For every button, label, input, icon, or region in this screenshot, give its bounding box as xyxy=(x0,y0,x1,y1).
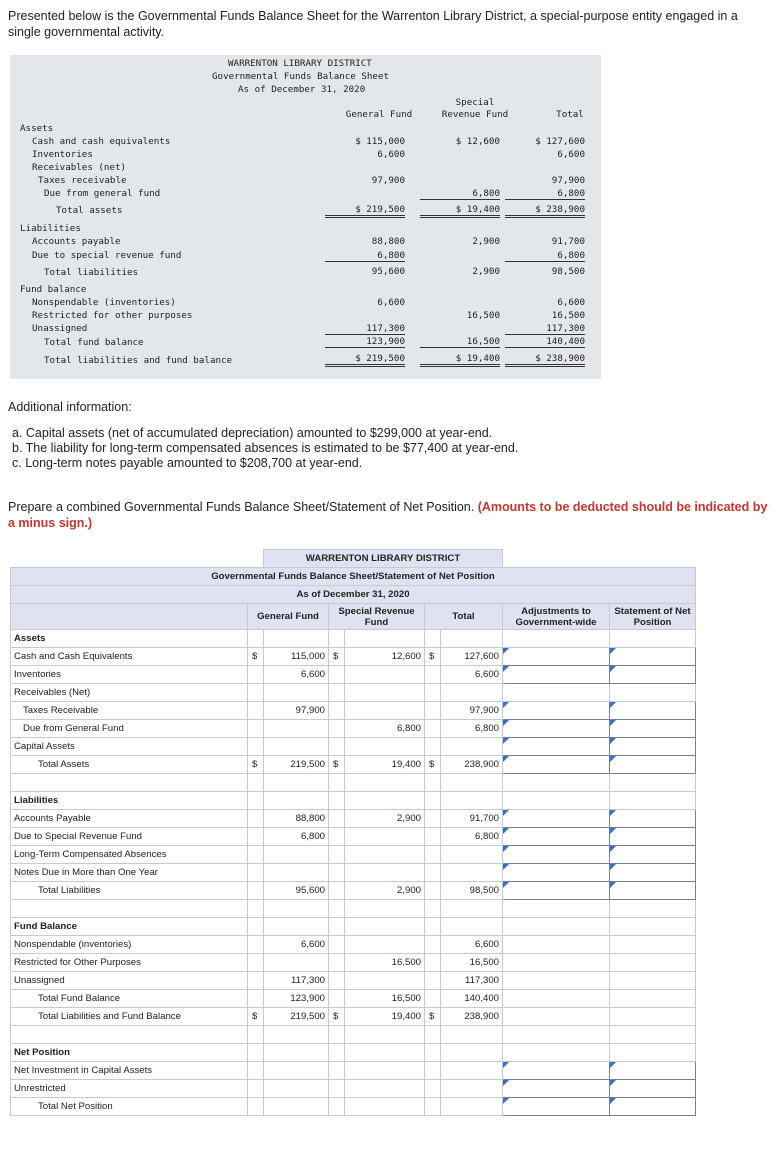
bs-col-total: Total xyxy=(556,109,584,120)
dollar-sign: $ xyxy=(329,756,345,774)
ws-val: 12,600 xyxy=(345,648,425,666)
bs-liab: Liabilities xyxy=(20,223,81,234)
ws-val: 6,600 xyxy=(441,666,503,684)
ws-val: 98,500 xyxy=(441,882,503,900)
adj-input-unr[interactable] xyxy=(503,1080,610,1098)
bs-val: 97,900 xyxy=(551,175,585,186)
adj-input-nica[interactable] xyxy=(503,1062,610,1080)
bs-val: 123,900 xyxy=(325,336,405,348)
ws-val: 16,500 xyxy=(345,954,425,972)
ws-val: 123,900 xyxy=(264,990,329,1008)
ws-tot-lfb: Total Liabilities and Fund Balance xyxy=(11,1008,248,1026)
bs-val: 16,500 xyxy=(466,310,500,321)
additional-heading: Additional information: xyxy=(8,400,132,414)
bs-val: 6,600 xyxy=(557,297,585,308)
adj-input-ltca[interactable] xyxy=(503,846,610,864)
info-a: a. Capital assets (net of accumulated depreciation) amounted to $299,000 at year-end. xyxy=(12,426,493,440)
instructions-text: Prepare a combined Governmental Funds Balance Sheet/Statement of Net Position. xyxy=(8,500,475,514)
snp-input-due-gf[interactable] xyxy=(610,720,696,738)
ws-assets: Assets xyxy=(11,630,248,648)
snp-input-nica[interactable] xyxy=(610,1062,696,1080)
ws-val: 19,400 xyxy=(345,756,425,774)
bs-col-special-2: Revenue Fund xyxy=(441,109,509,120)
bs-col-general: General Fund xyxy=(345,109,413,120)
ws-due-sr: Due to Special Revenue Fund xyxy=(11,828,248,846)
adj-input-tot-assets[interactable] xyxy=(503,756,610,774)
dollar-sign: $ xyxy=(248,756,264,774)
bs-val: $ 12,600 xyxy=(455,136,500,147)
adj-input-tax[interactable] xyxy=(503,702,610,720)
ws-val: 219,500 xyxy=(264,756,329,774)
intro-text: Presented below is the Governmental Funds Balance Sheet for the Warrenton Library District, a special-purpose entity engaged in a single governmental activity. xyxy=(8,9,738,39)
bs-val: $ 19,400 xyxy=(420,204,500,218)
bs-subtitle: Governmental Funds Balance Sheet xyxy=(212,71,390,82)
snp-input-inv[interactable] xyxy=(610,666,696,684)
bs-val: 117,300 xyxy=(505,323,585,335)
ws-col-adjustments: Adjustments to Government-wide xyxy=(503,604,610,630)
bs-date: As of December 31, 2020 xyxy=(238,84,366,95)
ws-liab: Liabilities xyxy=(11,792,248,810)
bs-val: 6,800 xyxy=(505,188,585,200)
ws-col-general: General Fund xyxy=(248,604,329,630)
ws-val: 6,600 xyxy=(264,666,329,684)
instructions xyxy=(8,499,768,531)
ws-tot-np: Total Net Position xyxy=(11,1098,248,1116)
ws-unass: Unassigned xyxy=(11,972,248,990)
ws-val: 97,900 xyxy=(441,702,503,720)
dollar-sign: $ xyxy=(425,648,441,666)
ws-val: 219,500 xyxy=(264,1008,329,1026)
bs-due-gf: Due from general fund xyxy=(44,188,161,199)
snp-input-unr[interactable] xyxy=(610,1080,696,1098)
bs-val: 91,700 xyxy=(551,236,585,247)
bs-val: $ 219,500 xyxy=(325,353,405,367)
adj-input-cap[interactable] xyxy=(503,738,610,756)
ws-notes: Notes Due in More than One Year xyxy=(11,864,248,882)
ws-val: 6,800 xyxy=(441,720,503,738)
ws-val: 91,700 xyxy=(441,810,503,828)
dollar-sign: $ xyxy=(329,648,345,666)
worksheet-table xyxy=(10,549,696,1116)
ws-nonsp: Nonspendable (inventories) xyxy=(11,936,248,954)
ws-due-gf: Due from General Fund xyxy=(11,720,248,738)
bs-val: 6,800 xyxy=(505,250,585,262)
ws-ap: Accounts Payable xyxy=(11,810,248,828)
bs-val: $ 19,400 xyxy=(420,353,500,367)
bs-val: $ 238,900 xyxy=(505,204,585,218)
bs-val: 2,900 xyxy=(472,236,500,247)
bs-fb: Fund balance xyxy=(20,284,87,295)
ws-tot-assets: Total Assets xyxy=(11,756,248,774)
bs-val: 95,600 xyxy=(371,266,405,277)
ws-val: 238,900 xyxy=(441,756,503,774)
snp-input-ltca[interactable] xyxy=(610,846,696,864)
bs-tot-fb: Total fund balance xyxy=(44,337,144,348)
snp-input-tot-np[interactable] xyxy=(610,1098,696,1116)
ws-nica: Net Investment in Capital Assets xyxy=(11,1062,248,1080)
given-balance-sheet xyxy=(10,55,601,379)
adj-input-cash[interactable] xyxy=(503,648,610,666)
bs-title: WARRENTON LIBRARY DISTRICT xyxy=(228,58,372,69)
ws-restr: Restricted for Other Purposes xyxy=(11,954,248,972)
info-c: c. Long-term notes payable amounted to $208,700 at year-end. xyxy=(12,456,363,470)
bs-col-special-1: Special xyxy=(455,97,495,108)
adj-input-inv[interactable] xyxy=(503,666,610,684)
bs-val: 97,900 xyxy=(371,175,405,186)
snp-input-tot-assets[interactable] xyxy=(610,756,696,774)
bs-val: $ 127,600 xyxy=(535,136,585,147)
ws-cap: Capital Assets xyxy=(11,738,248,756)
ws-date: As of December 31, 2020 xyxy=(11,586,696,604)
ws-title: WARRENTON LIBRARY DISTRICT xyxy=(264,550,503,568)
bs-val: 6,800 xyxy=(325,250,405,262)
ws-ltca: Long-Term Compensated Absences xyxy=(11,846,248,864)
ws-tot-liab: Total Liabilities xyxy=(11,882,248,900)
snp-input-ap[interactable] xyxy=(610,810,696,828)
ws-val: 6,800 xyxy=(441,828,503,846)
ws-val: 127,600 xyxy=(441,648,503,666)
ws-val: 117,300 xyxy=(441,972,503,990)
instructions-note: (Amounts to be deducted should be indicated by a minus sign.) xyxy=(8,500,768,530)
bs-val: 6,600 xyxy=(377,149,405,160)
bs-val: 117,300 xyxy=(325,323,405,335)
bs-val: 98,500 xyxy=(551,266,585,277)
ws-val: 16,500 xyxy=(345,990,425,1008)
ws-val: 97,900 xyxy=(264,702,329,720)
ws-val: 6,800 xyxy=(264,828,329,846)
bs-cash: Cash and cash equivalents xyxy=(32,136,171,147)
bs-due-sr: Due to special revenue fund xyxy=(32,250,182,261)
adj-input-tot-liab[interactable] xyxy=(503,882,610,900)
ws-val: 2,900 xyxy=(345,882,425,900)
ws-tax: Taxes Receivable xyxy=(11,702,248,720)
bs-unass: Unassigned xyxy=(32,323,88,334)
adj-input-notes[interactable] xyxy=(503,864,610,882)
ws-val: 140,400 xyxy=(441,990,503,1008)
ws-col-statement: Statement of Net Position xyxy=(610,604,696,630)
ws-rec: Receivables (Net) xyxy=(11,684,248,702)
bs-val: 16,500 xyxy=(551,310,585,321)
adj-input-ap[interactable] xyxy=(503,810,610,828)
ws-np: Net Position xyxy=(11,1044,248,1062)
ws-unr: Unrestricted xyxy=(11,1080,248,1098)
bs-inv: Inventories xyxy=(32,149,93,160)
bs-tot-liab: Total liabilities xyxy=(44,267,139,278)
ws-val: 95,600 xyxy=(264,882,329,900)
ws-fb: Fund Balance xyxy=(11,918,248,936)
ws-val: 2,900 xyxy=(345,810,425,828)
bs-val: $ 238,900 xyxy=(505,353,585,367)
info-b: b. The liability for long-term compensated absences is estimated to be $77,400 at year-end. xyxy=(12,441,519,455)
additional-items xyxy=(12,426,518,471)
ws-val: 6,600 xyxy=(264,936,329,954)
ws-val: 238,900 xyxy=(441,1008,503,1026)
ws-subtitle: Governmental Funds Balance Sheet/Statement of Net Position xyxy=(11,568,696,586)
dollar-sign: $ xyxy=(329,1008,345,1026)
snp-input-tax[interactable] xyxy=(610,702,696,720)
ws-val: 88,800 xyxy=(264,810,329,828)
bs-val: 2,900 xyxy=(472,266,500,277)
bs-val: 140,400 xyxy=(505,336,585,348)
ws-col-total: Total xyxy=(425,604,503,630)
ws-val: 19,400 xyxy=(345,1008,425,1026)
ws-val: 16,500 xyxy=(441,954,503,972)
ws-val: 6,800 xyxy=(345,720,425,738)
adj-input-due-gf[interactable] xyxy=(503,720,610,738)
bs-val: $ 219,500 xyxy=(325,204,405,218)
dollar-sign: $ xyxy=(425,1008,441,1026)
bs-ap: Accounts payable xyxy=(32,236,121,247)
bs-val: 16,500 xyxy=(420,336,500,348)
bs-assets: Assets xyxy=(20,123,54,134)
snp-input-due-sr[interactable] xyxy=(610,828,696,846)
bs-val: 6,600 xyxy=(377,297,405,308)
bs-val: $ 115,000 xyxy=(355,136,405,147)
ws-tot-fb: Total Fund Balance xyxy=(11,990,248,1008)
bs-val: 88,800 xyxy=(371,236,405,247)
bs-val: 6,600 xyxy=(557,149,585,160)
bs-rec: Receivables (net) xyxy=(32,162,127,173)
adj-input-tot-np[interactable] xyxy=(503,1098,610,1116)
bs-val: 6,800 xyxy=(420,188,500,200)
ws-val: 115,000 xyxy=(264,648,329,666)
snp-input-cap[interactable] xyxy=(610,738,696,756)
ws-cash: Cash and Cash Equivalents xyxy=(11,648,248,666)
dollar-sign: $ xyxy=(425,756,441,774)
ws-val: 6,600 xyxy=(441,936,503,954)
ws-col-special: Special Revenue Fund xyxy=(329,604,425,630)
bs-tax: Taxes receivable xyxy=(38,175,127,186)
snp-input-notes[interactable] xyxy=(610,864,696,882)
bs-nonsp: Nonspendable (inventories) xyxy=(32,297,176,308)
bs-tot-assets: Total assets xyxy=(56,205,123,216)
ws-val: 117,300 xyxy=(264,972,329,990)
ws-inv: Inventories xyxy=(11,666,248,684)
adj-input-due-sr[interactable] xyxy=(503,828,610,846)
dollar-sign: $ xyxy=(248,648,264,666)
bs-tot-lfb: Total liabilities and fund balance xyxy=(44,355,233,366)
bs-restr: Restricted for other purposes xyxy=(32,310,193,321)
snp-input-cash[interactable] xyxy=(610,648,696,666)
dollar-sign: $ xyxy=(248,1008,264,1026)
snp-input-tot-liab[interactable] xyxy=(610,882,696,900)
